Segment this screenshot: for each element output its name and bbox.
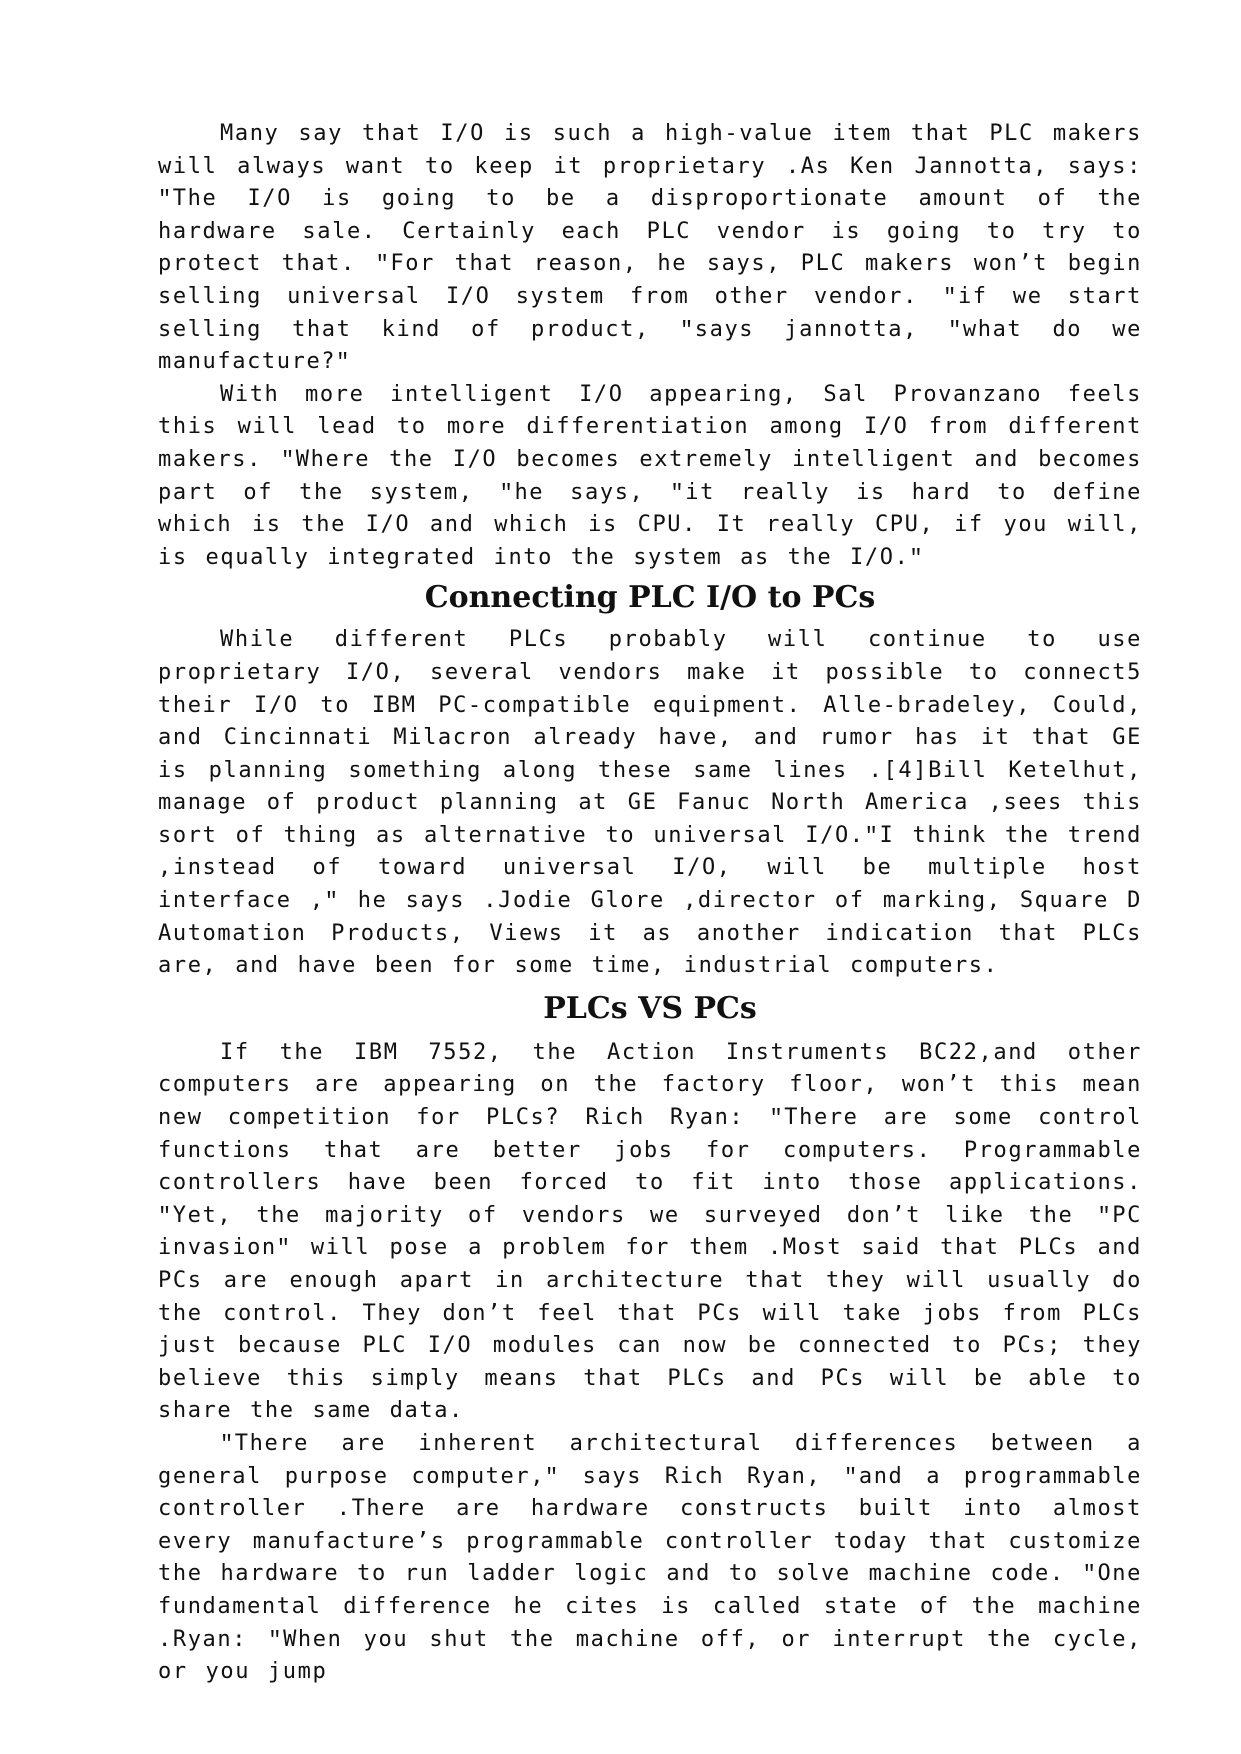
document-page — [158, 118, 1142, 1689]
section-heading-connecting-plc-io: Connecting PLC I/O to PCs — [424, 580, 876, 616]
paragraph-io-proprietary: Many say that I/O is such a high-value item that PLC makers will always want to keep it proprietary .As Ken Jannotta, says: ʺThe I/O is going to be a disproportionate amount of the hardware sale. Certainly each PLC vendor is going to try to protect that. ʺFor that reason, he says, PLC makers won’t begin selling universal I/O system from other vendor. ʺif we start selling that kind of product, ʺsays jannotta, ʺwhat do we manufacture?ʺ — [158, 121, 1142, 375]
paragraph-pc-competition: If the IBM 7552, the Action Instruments BC22,and other computers are appearing on the factory floor, won’t this mean new competition for PLCs? Rich Ryan: ʺThere are some control functions that are better jobs for computers. Programmable controllers have been forced to fit into those applications. ʺYet, the majority of vendors we surveyed don’t like the ʺPC invasionʺ will pose a problem for them .Most said that PLCs and PCs are enough apart in architecture that they will usually do the control. They don’t feel that PCs will take jobs from PLCs just because PLC I/O modules can now be connected to PCs; they believe this simply means that PLCs and PCs will be able to share the same data. — [158, 1039, 1142, 1424]
paragraph-architectural-differences: ʺThere are inherent architectural differences between a general purpose computer,ʺ says Rich Ryan, ʺand a programmable controller .There are hardware constructs built into almost every manufacture’s programmable controller today that customize the hardware to run ladder logic and to solve machine code. ʺOne fundamental difference he cites is called state of the machine .Ryan: ʺWhen you shut the machine off, or interrupt the cycle, or you jump — [158, 1430, 1142, 1685]
paragraph-connecting-pcs: While different PLCs probably will continue to use proprietary I/O, several vendors make it possible to connect5 their I/O to IBM PC-compatible equipment. Alle-bradeley, Could, and Cincinnati Milacron already have, and rumor has it that GE is planning something along these same lines .[4]Bill Ketelhut, manage of product planning at GE Fanuc North America ,sees this sort of thing as alternative to universal I/O.ʺI think the trend ,instead of toward universal I/O, will be multiple host interface ,ʺ he says .Jodie Glore ,director of marking, Square D Automation Products, Views it as another indication that PLCs are, and have been for some time, industrial computers. — [158, 627, 1142, 979]
paragraph-intelligent-io: With more intelligent I/O appearing, Sal Provanzano feels this will lead to more differentiation among I/O from different makers. ʺWhere the I/O becomes extremely intelligent and becomes part of the system, ʺhe says, ʺit really is hard to define which is the I/O and which is CPU. It really CPU, if you will, is equally integrated into the system as the I/O.ʺ — [158, 381, 1142, 570]
section-heading-plcs-vs-pcs: PLCs VS PCs — [543, 990, 757, 1026]
